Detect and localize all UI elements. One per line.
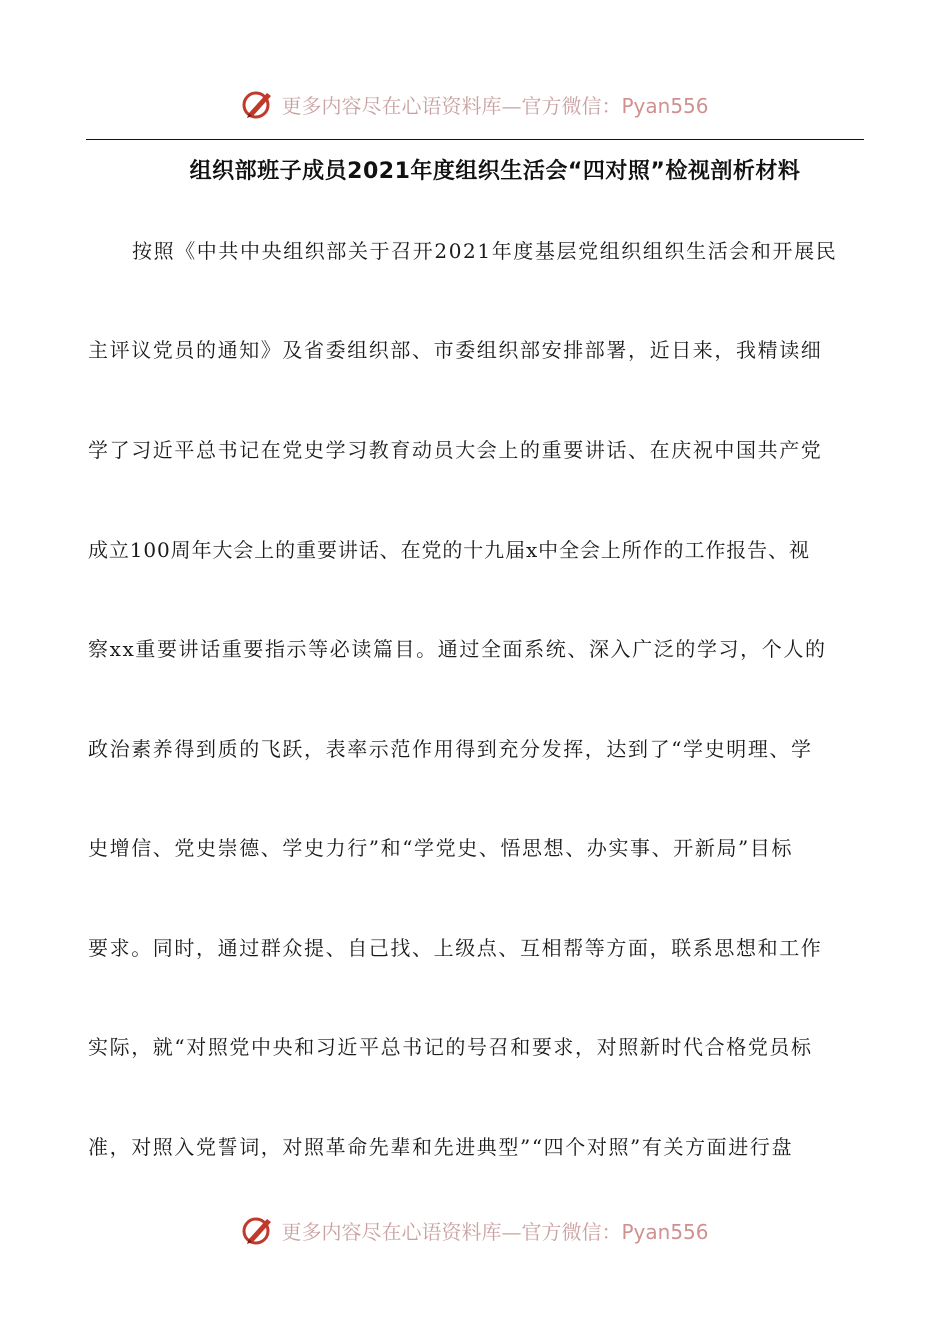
paragraph-line-10: 准，对照入党誓词，对照革命先辈和先进典型”“四个对照”有关方面进行盘 (88, 1135, 794, 1159)
paragraph-line-9: 实际，就“对照党中央和习近平总书记的号召和要求，对照新时代合格党员标 (88, 1035, 813, 1059)
footer-banner (0, 1210, 950, 1250)
paragraph-line-5: 察xx重要讲话重要指示等必读篇目。通过全面系统、深入广泛的学习，个人的 (88, 637, 827, 661)
pen-logo-icon (241, 87, 275, 121)
document-title: 组织部班子成员2021年度组织生活会“四对照”检视剖析材料 (189, 159, 801, 184)
banner-wechat-handle: Pyan556 (621, 1219, 709, 1244)
paragraph-line-4: 成立100周年大会上的重要讲话、在党的十九届x中全会上所作的工作报告、视 (88, 538, 810, 562)
header-divider (86, 139, 864, 140)
banner-text (281, 90, 708, 119)
paragraph-line-3: 学了习近平总书记在党史学习教育动员大会上的重要讲话、在庆祝中国共产党 (88, 438, 823, 462)
header-banner (0, 84, 950, 124)
paragraph-line-1: 按照《中共中央组织部关于召开2021年度基层党组织组织生活会和开展民 (132, 239, 838, 263)
paragraph-line-7: 史增信、党史崇德、学史力行”和“学党史、悟思想、办实事、开新局”目标 (88, 836, 794, 860)
banner-slogan: 更多内容尽在心语资料库—官方微信： (281, 1219, 622, 1244)
banner-slogan: 更多内容尽在心语资料库—官方微信： (281, 93, 622, 118)
pen-logo-icon (241, 1213, 275, 1247)
paragraph-line-2: 主评议党员的通知》及省委组织部、市委组织部安排部署，近日来，我精读细 (88, 338, 823, 362)
paragraph-line-6: 政治素养得到质的飞跃，表率示范作用得到充分发挥，达到了“学史明理、学 (88, 737, 813, 761)
paragraph-line-8: 要求。同时，通过群众提、自己找、上级点、互相帮等方面，联系思想和工作 (88, 936, 823, 960)
banner-text (281, 1216, 708, 1245)
banner-wechat-handle: Pyan556 (621, 93, 709, 118)
